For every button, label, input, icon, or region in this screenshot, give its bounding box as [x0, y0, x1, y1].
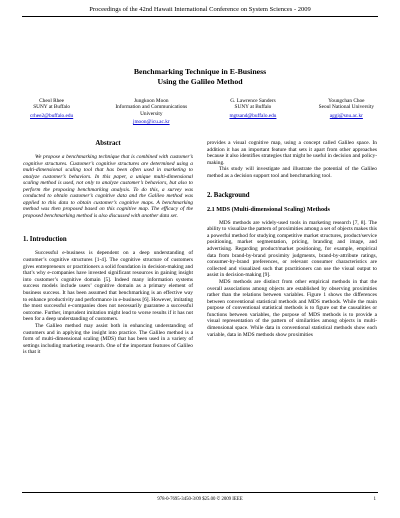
author-email-link[interactable]: crhee2@buffalo.edu	[30, 112, 74, 119]
mds-paragraph-1: MDS methods are widely-used tools in marketing research [7, 8]. The ability to visualize the pattern of proximities among a set of objects makes this a powerful method for studying competitive market structures, product/service positioning, market segmentation, pricing, branding and image, and advertising. Regarding product/market positioning, for example, empirical data from brand-by-brand proximity judgments, brand-by-attribute ratings, consumer-by-brand preferences, or relevant consumer characteristics are collected and visualized such that practitioners can use the visual output to assist in decision-making [9].	[207, 219, 377, 279]
author-email-link[interactable]: jmoon@icu.ac.kr	[132, 119, 170, 126]
author-2	[115, 98, 187, 126]
title-line-1: Benchmarking Technique in E-Business	[133, 67, 267, 76]
right-paragraph-2: This study will investigate and illustrate the potential of the Galileo method as a decision support tool and benchmarking tool.	[207, 166, 377, 179]
paper-title	[0, 67, 400, 87]
author-email-link[interactable]: mgtsand@buffalo.edu	[229, 112, 277, 119]
running-head: Proceedings of the 42nd Hawaii International Conference on System Sciences - 2009	[89, 6, 311, 13]
author-4	[319, 98, 374, 126]
left-column	[23, 140, 193, 356]
author-affiliation-line2: University	[140, 110, 163, 117]
author-affiliation: Seoul National University	[318, 104, 374, 111]
right-paragraph-1: provides a visual cognitive map, using a concept called Galileo space. In addition it has an important feature that sets it apart from other approaches because it also identifies strategies that might be useful in decision and policy-making.	[207, 140, 377, 166]
footer-copyright: 978-0-7695-3450-3/09 $25.00 © 2009 IEEE	[157, 497, 243, 502]
author-affiliation: SUNY at Buffalo	[234, 104, 272, 111]
footer-rule	[22, 492, 378, 493]
author-name: Cheol Rhee	[39, 98, 65, 104]
author-3	[229, 98, 276, 126]
author-affiliation: SUNY at Buffalo	[33, 104, 70, 111]
mds-subheading: 2.1 MDS (Multi-dimensional Scaling) Methods	[207, 205, 330, 213]
author-name: G. Lawrence Sanders	[230, 98, 276, 104]
mds-paragraph-2: MDS methods are distinct from other empirical methods in that the overall associations among objects are established by observing proximities rather than the relations between variables. Figure 1 shows the differences between conventional statistical methods and MDS methods. While the main purpose of conventional statistical methods is to figure out the causalities or functions between variables, the purpose of MDS methods is to provide a visual representation of the pattern of similarities among objects in multi-dimensional space. While data in conventional statistical methods show each variable, data in MDS methods show proximities	[207, 278, 377, 338]
abstract-heading: Abstract	[95, 140, 121, 147]
page-number: 1	[373, 497, 376, 502]
header-rule	[22, 16, 378, 17]
background-heading: 2. Background	[207, 191, 250, 199]
author-affiliation: Information and Communications	[115, 104, 188, 111]
introduction-heading: 1. Introduction	[23, 236, 67, 244]
intro-paragraph-2: The Galileo method may assist both in enhancing understanding of customers and in applying the insight into practice. The Galileo method is a form of multi-dimensional scaling (MDS) that has been used in a variety of settings including marketing research. One of the important features of Galileo is that it	[23, 322, 193, 356]
right-column	[207, 140, 377, 338]
author-email-link[interactable]: aggi@snu.ac.kr	[329, 112, 363, 119]
author-block	[30, 98, 374, 126]
author-1	[30, 98, 73, 126]
abstract-text: We propose a benchmarking technique that is combined with customer’s cognitive structures. Customer’s cognitive structures are determined using a multi-dimensional scaling tool that has been often used in marketing to analyze customer’s behaviors. In this paper, a unique multi-dimensional scaling method is used, not only to analyze customer’s behaviors, but also to perform the proposing benchmarking analysis. To do this, a survey was conducted to obtain customer’s cognitive data and the Galileo method was applied to this data to obtain customer’s cognitive maps. A benchmarking method was then proposed based on this cognitive map. The efficacy of the proposed benchmarking method is also discussed with another data set.	[23, 154, 193, 219]
intro-paragraph-1: Successful e-business is dependent on a deep understanding of customer’s cognitive structures [1-4]. The cognitive structure of customers gives entrepreneurs or practitioners a solid foundation in decision-making and that’s why e-companies have invested significant resources in gaining insight into customer’s cognitive domain [5]. Indeed many information systems success models include users’ cognitive domain as a primary element of business success. It has been assumed that benchmarking is an effective way to enhance productivity and performance in e-business [6]. However, imitating the most successful e-companies does not necessarily guarantee a successful outcome. Further, imprudent imitation might lead to worse results if it has not been for a deep understanding of customers.	[23, 250, 193, 323]
author-name: Jungkoon Moon	[134, 98, 169, 104]
author-name: Youngchan Choe	[328, 98, 365, 104]
title-line-2: Using the Galileo Method	[157, 77, 243, 86]
